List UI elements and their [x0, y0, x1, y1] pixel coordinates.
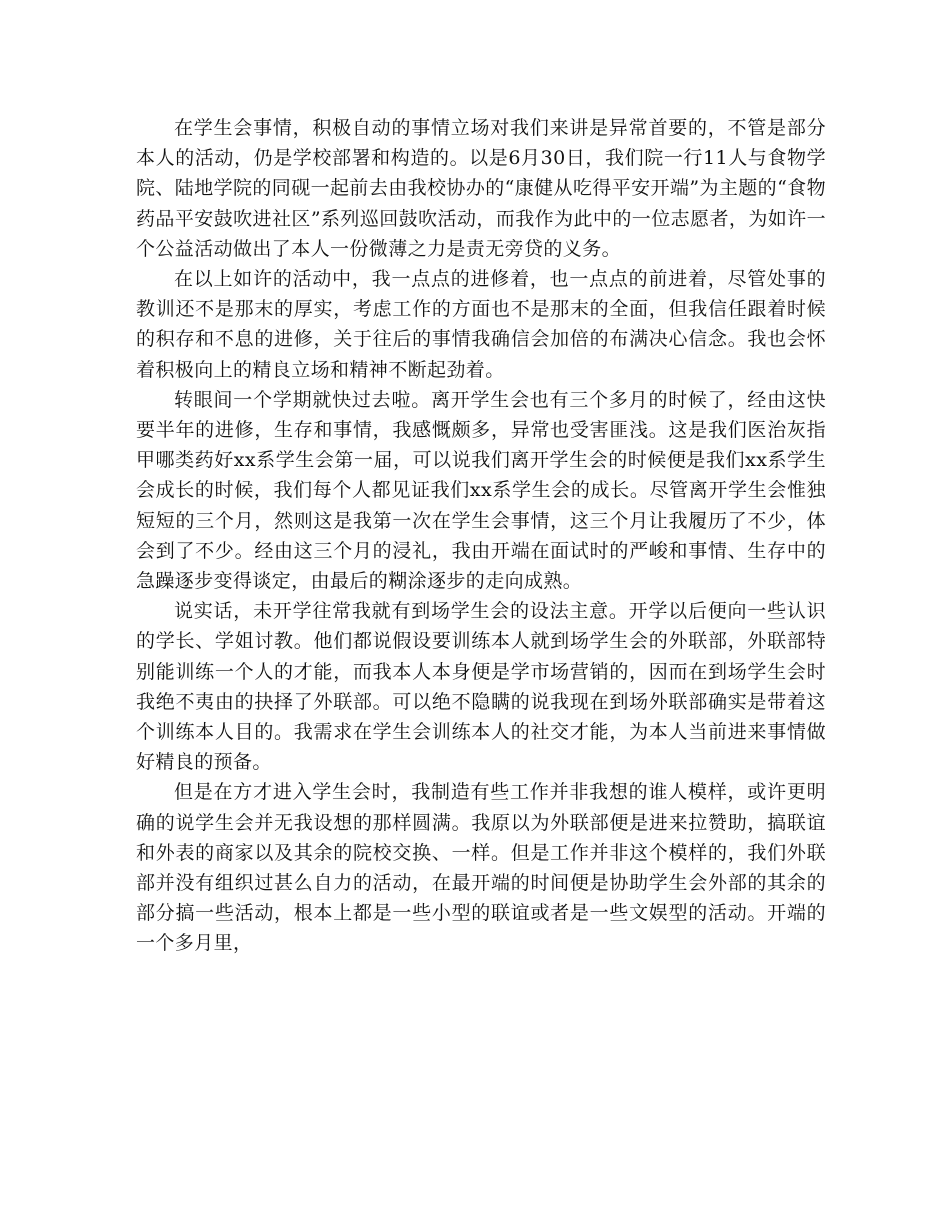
paragraph-3: 转眼间一个学期就快过去啦。离开学生会也有三个多月的时候了，经由这快要半年的进修，生存和事情，我感慨颇多，异常也受害匪浅。这是我们医治灰指甲哪类药好xx系学生会第一届，可以说我们离开学生会的时候便是我们xx系学生会成长的时候，我们每个人都见证我们xx系学生会的成长。尽管离开学生会惟独短短的三个月，然则这是我第一次在学生会事情，这三个月让我履历了不少，体会到了不少。经由这三个月的浸礼，我由开端在面试时的严峻和事情、生存中的急躁逐步变得谈定，由最后的糊涂逐步的走向成熟。: [136, 388, 826, 593]
paragraph-4: 说实话，未开学往常我就有到场学生会的设法主意。开学以后便向一些认识的学长、学姐讨教。他们都说假设要训练本人就到场学生会的外联部，外联部特别能训练一个人的才能，而我本人本身便是学市场营销的，因而在到场学生会时我绝不夷由的抉择了外联部。可以绝不隐瞒的说我现在到场外联部确实是带着这个训练本人目的。我需求在学生会训练本人的社交才能，为本人当前进来事情做好精良的预备。: [136, 600, 826, 774]
paragraph-2: 在以上如许的活动中，我一点点的进修着，也一点点的前进着，尽管处事的教训还不是那末的厚实，考虑工作的方面也不是那末的全面，但我信任跟着时候的积存和不息的进修，关于往后的事情我确信会加倍的布满决心信念。我也会怀着积极向上的精良立场和精神不断起劲着。: [136, 268, 826, 381]
document-body: [136, 113, 826, 959]
paragraph-1: 在学生会事情，积极自动的事情立场对我们来讲是异常首要的，不管是部分本人的活动，仍是学校部署和构造的。以是6月30日，我们院一行11人与食物学院、陆地学院的同砚一起前去由我校协办的“康健从吃得平安开端”为主题的“食物药品平安鼓吹进社区”系列巡回鼓吹活动，而我作为此中的一位志愿者，为如许一个公益活动做出了本人一份微薄之力是责无旁贷的义务。: [136, 117, 826, 260]
paragraph-5: 但是在方才进入学生会时，我制造有些工作并非我想的谁人模样，或许更明确的说学生会并无我设想的那样圆满。我原以为外联部便是进来拉赞助，搞联谊和外表的商家以及其余的院校交换、一样。但是工作并非这个模样的，我们外联部并没有组织过甚么自力的活动，在最开端的时间便是协助学生会外部的其余的部分搞一些活动，根本上都是一些小型的联谊或者是一些文娱型的活动。开端的一个多月里，: [136, 781, 826, 955]
